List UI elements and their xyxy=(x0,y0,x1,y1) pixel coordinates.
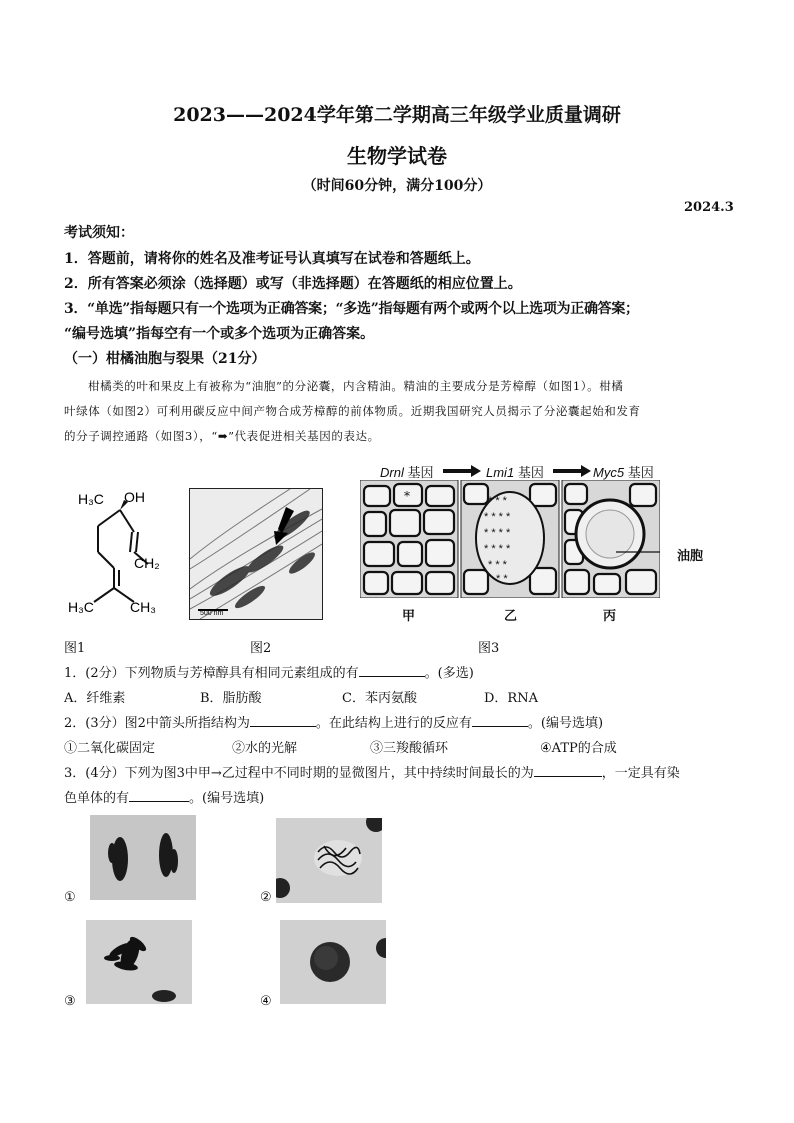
question-3-stem-cont: 色单体的有 。(编号选填) xyxy=(64,787,264,806)
gene-label-myc5: Myc5 基因 xyxy=(593,465,654,480)
exam-title: 2023——2024学年第二学期高三年级学业质量调研 xyxy=(173,104,621,126)
figure-2-micrograph xyxy=(189,488,323,620)
figure-1-structure xyxy=(64,480,176,620)
notice-item: 3．“单选”指每题只有一个选项为正确答案；“多选”指每题有两个或两个以上选项为正确答案； xyxy=(64,301,639,317)
option[interactable]: ④ATP的合成 xyxy=(540,741,617,756)
micrograph-anaphase xyxy=(90,815,196,900)
label-h3c-top: H₃C xyxy=(78,491,104,507)
option[interactable]: ③三羧酸循环 xyxy=(370,741,449,756)
gene-label-lmi1: Lmi1 基因 xyxy=(486,465,544,480)
svg-text:* *: * * xyxy=(496,573,508,585)
chloroplast-image xyxy=(190,489,322,619)
oil-gland-label: 油胞 xyxy=(677,549,704,564)
notice-item: 1．答题前，请将你的姓名及准考证号认真填写在试卷和答题纸上。 xyxy=(64,251,480,267)
time-info: （时间60分钟，满分100分） xyxy=(302,178,492,194)
label-ch3: CH₃ xyxy=(130,599,156,615)
option[interactable]: D．RNA xyxy=(484,691,538,706)
exam-subject: 生物学试卷 xyxy=(347,144,447,168)
answer-blank[interactable] xyxy=(250,712,316,727)
question-3-stem: 3．(4分）下列为图3中甲→乙过程中不同时期的显微图片，其中持续时间最长的为 ，一定具有染 xyxy=(64,762,680,781)
exam-date: 2024.3 xyxy=(684,200,734,215)
answer-blank[interactable] xyxy=(359,662,425,677)
svg-text:*: * xyxy=(404,489,410,503)
svg-text:* * * *: * * * * xyxy=(484,543,511,555)
figure-3-caption: 图3 xyxy=(478,641,500,656)
svg-text:* * *: * * * xyxy=(488,559,507,571)
micrograph-prophase xyxy=(276,818,382,903)
notice-item: “编号选填”指每空有一个或多个选项为正确答案。 xyxy=(64,326,375,342)
figure-3-panels xyxy=(360,480,660,598)
question-2-stem: 2．(3分）图2中箭头所指结构为 。在此结构上进行的反应有 。(编号选填) xyxy=(64,712,603,731)
gene-label-drnl: Drnl 基因 xyxy=(380,465,434,480)
option[interactable]: C．苯丙氨酸 xyxy=(342,691,417,706)
option[interactable]: ②水的光解 xyxy=(232,741,298,756)
svg-text:* * * *: * * * * xyxy=(484,511,511,523)
notice-heading: 考试须知： xyxy=(64,225,134,241)
panel-label-jia: 甲 xyxy=(402,609,416,624)
panel-label-bing: 丙 xyxy=(603,609,617,624)
question-1-stem: 1．(2分）下列物质与芳樟醇具有相同元素组成的有 。(多选) xyxy=(64,662,474,681)
image-number-3: ③ xyxy=(64,994,76,1009)
micrograph-metaphase xyxy=(86,920,192,1004)
intro-line: 柑橘类的叶和果皮上有被称为“油胞”的分泌囊，内含精油。精油的主要成分是芳樟醇（如图1）。柑橘 xyxy=(88,379,624,393)
svg-text:* * *: * * * xyxy=(488,495,507,507)
arrow-icon xyxy=(553,465,593,477)
image-number-4: ④ xyxy=(260,994,272,1009)
notice-item: 2．所有答案必须涂（选择题）或写（非选择题）在答题纸的相应位置上。 xyxy=(64,276,522,292)
panel-label-yi: 乙 xyxy=(504,609,518,624)
micrograph-interphase xyxy=(280,920,386,1004)
tissue-micrographs xyxy=(360,480,660,598)
label-oh: OH xyxy=(124,489,145,505)
answer-blank[interactable] xyxy=(472,712,528,727)
scale-bar-label: 500 nm xyxy=(200,610,224,617)
figure-1-caption: 图1 xyxy=(64,641,86,656)
answer-blank[interactable] xyxy=(534,762,602,777)
option[interactable]: B．脂肪酸 xyxy=(200,691,262,706)
intro-line: 的分子调控通路（如图3），“➡”代表促进相关基因的表达。 xyxy=(64,429,380,443)
answer-blank[interactable] xyxy=(129,787,189,802)
label-h3c-bottom: H₃C xyxy=(68,599,94,615)
figure-2-caption: 图2 xyxy=(250,641,272,656)
arrow-icon xyxy=(443,465,483,477)
intro-line: 叶绿体（如图2）可利用碳反应中间产物合成芳樟醇的前体物质。近期我国研究人员揭示了分泌囊起始和发育 xyxy=(64,404,641,418)
label-ch2: CH₂ xyxy=(134,555,160,571)
svg-text:* * * *: * * * * xyxy=(484,527,511,539)
linalool-diagram xyxy=(64,480,176,620)
image-number-2: ② xyxy=(260,890,272,905)
image-number-1: ① xyxy=(64,890,76,905)
section-title: （一）柑橘油胞与裂果（21分） xyxy=(64,351,266,367)
option[interactable]: ①二氧化碳固定 xyxy=(64,741,156,756)
option[interactable]: A．纤维素 xyxy=(64,691,126,706)
